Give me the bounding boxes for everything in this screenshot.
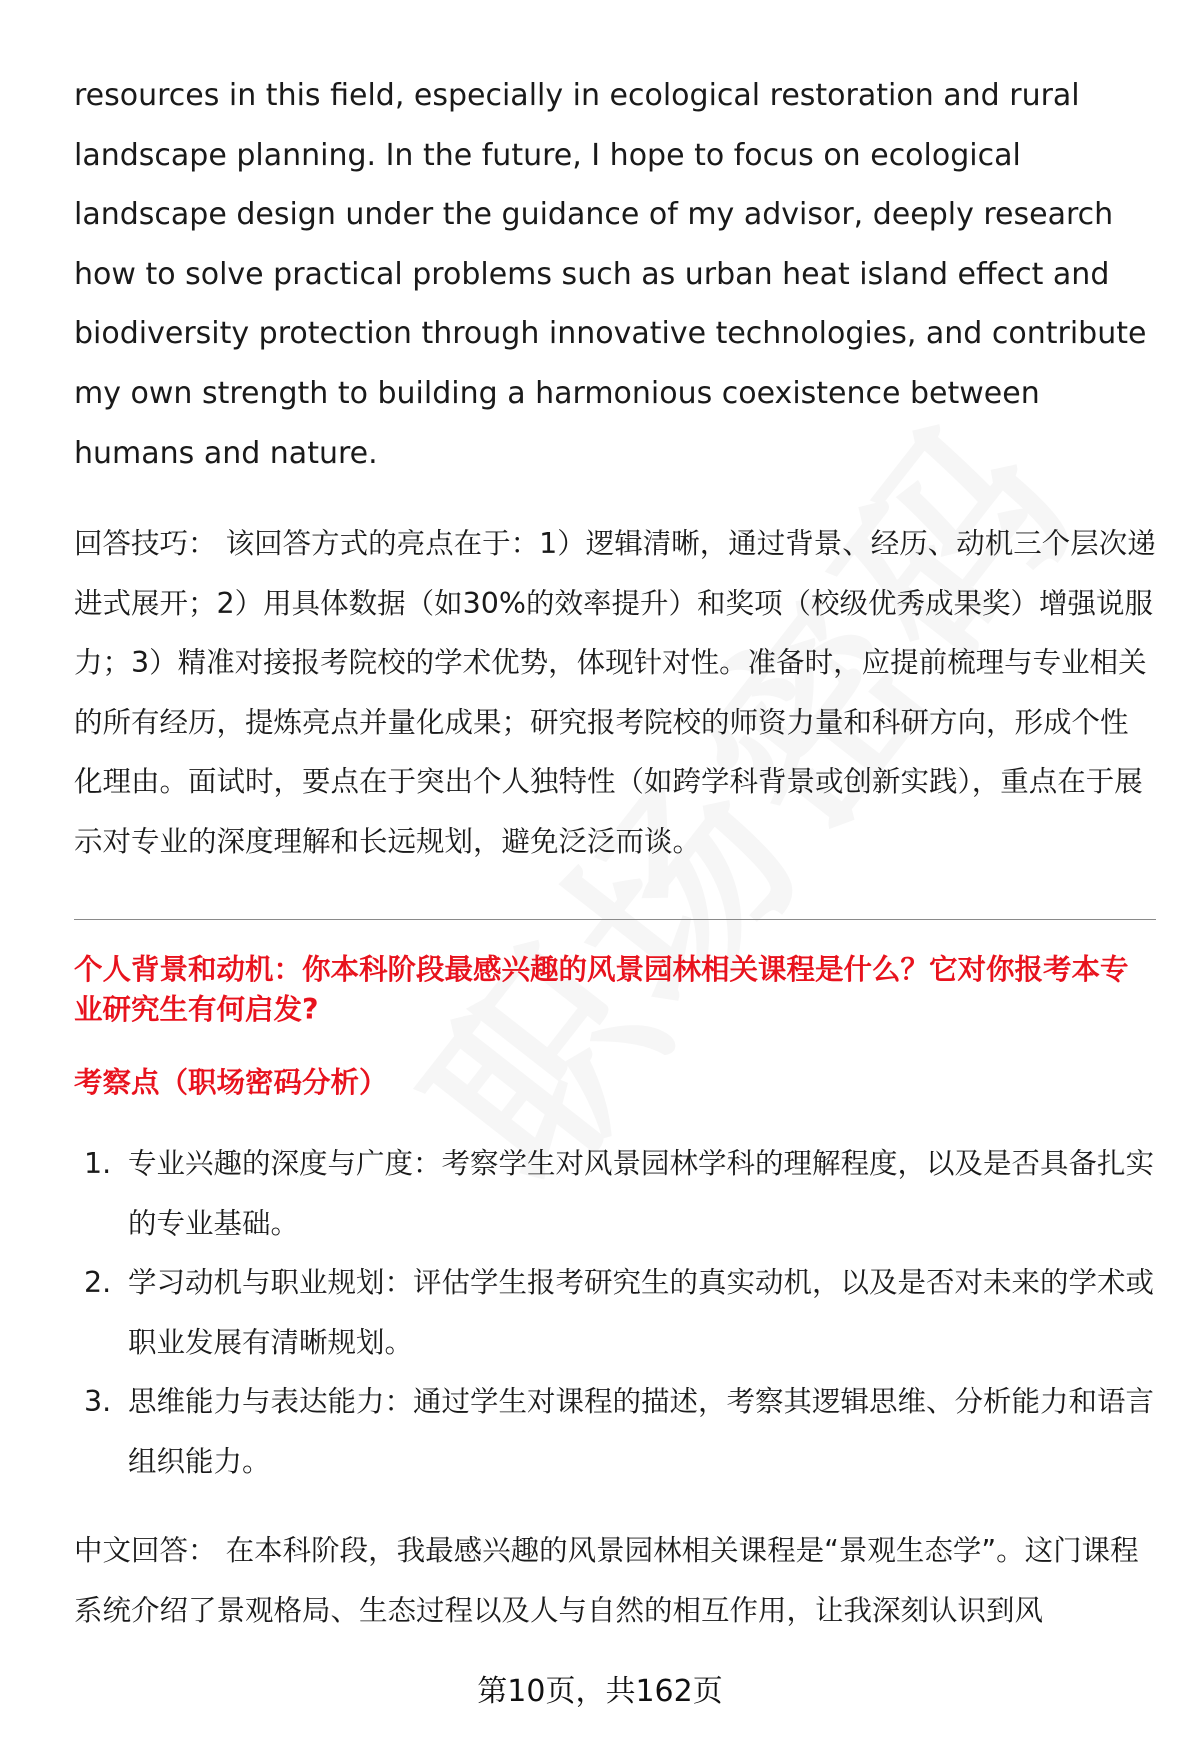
page-number-footer: 第10页，共162页 [477, 1674, 723, 1709]
answer-tips-text: 该回答方式的亮点在于：1）逻辑清晰，通过背景、经历、动机三个层次递进式展开；2）用具体数据（如30%的效率提升）和奖项（校级优秀成果奖）增强说服力；3）精准对接报考院校的学术优势，体现针对性。准备时，应提前梳理与专业相关的所有经历，提炼亮点并量化成果；研究报考院校的师资力量和科研方向，形成个性化理由。面试时，要点在于突出个人独特性（如跨学科背景或创新实践），重点在于展示对专业的深度理解和长远规划，避免泛泛而谈。 [74, 527, 1156, 858]
chinese-answer-paragraph [74, 1521, 1156, 1640]
list-item-text: 专业兴趣的深度与广度：考察学生对风景园林学科的理解程度，以及是否具备扎实的专业基础。 [128, 1147, 1155, 1240]
english-answer-paragraph: resources in this field, especially in ecological restoration and rural landscape planning. In the future, I hope to focus on ecological landscape design under the guidance of my advisor, deeply research how to solve practical problems such as urban heat island effect and biodiversity protection through innovative technologies, and contribute my own strength to building a harmonious coexistence between humans and nature. [74, 78, 1147, 471]
chinese-answer-label: 中文回答： [74, 1534, 217, 1567]
list-item [74, 1372, 1156, 1491]
list-item-number: 3. [84, 1385, 112, 1419]
list-item-number: 2. [84, 1266, 112, 1300]
assessment-points-list [74, 1134, 1156, 1492]
list-item-number: 1. [84, 1147, 112, 1180]
list-item-text: 学习动机与职业规划：评估学生报考研究生的真实动机，以及是否对未来的学术或职业发展有清晰规划。 [128, 1266, 1155, 1359]
assessment-points-heading: 考察点（职场密码分析） [74, 1066, 388, 1099]
chinese-answer-text: 在本科阶段，我最感兴趣的风景园林相关课程是“景观生态学”。这门课程系统介绍了景观格局、生态过程以及人与自然的相互作用，让我深刻认识到风 [74, 1534, 1139, 1627]
list-item [74, 1253, 1156, 1372]
answer-tips-paragraph [74, 514, 1156, 872]
list-item-text: 思维能力与表达能力：通过学生对课程的描述，考察其逻辑思维、分析能力和语言组织能力。 [128, 1385, 1155, 1478]
question-title: 个人背景和动机：你本科阶段最感兴趣的风景园林相关课程是什么？它对你报考本专业研究生有何启发? [74, 953, 1129, 1026]
answer-tips-label: 回答技巧： [74, 527, 217, 560]
section-divider [74, 919, 1156, 920]
list-item [74, 1134, 1156, 1253]
